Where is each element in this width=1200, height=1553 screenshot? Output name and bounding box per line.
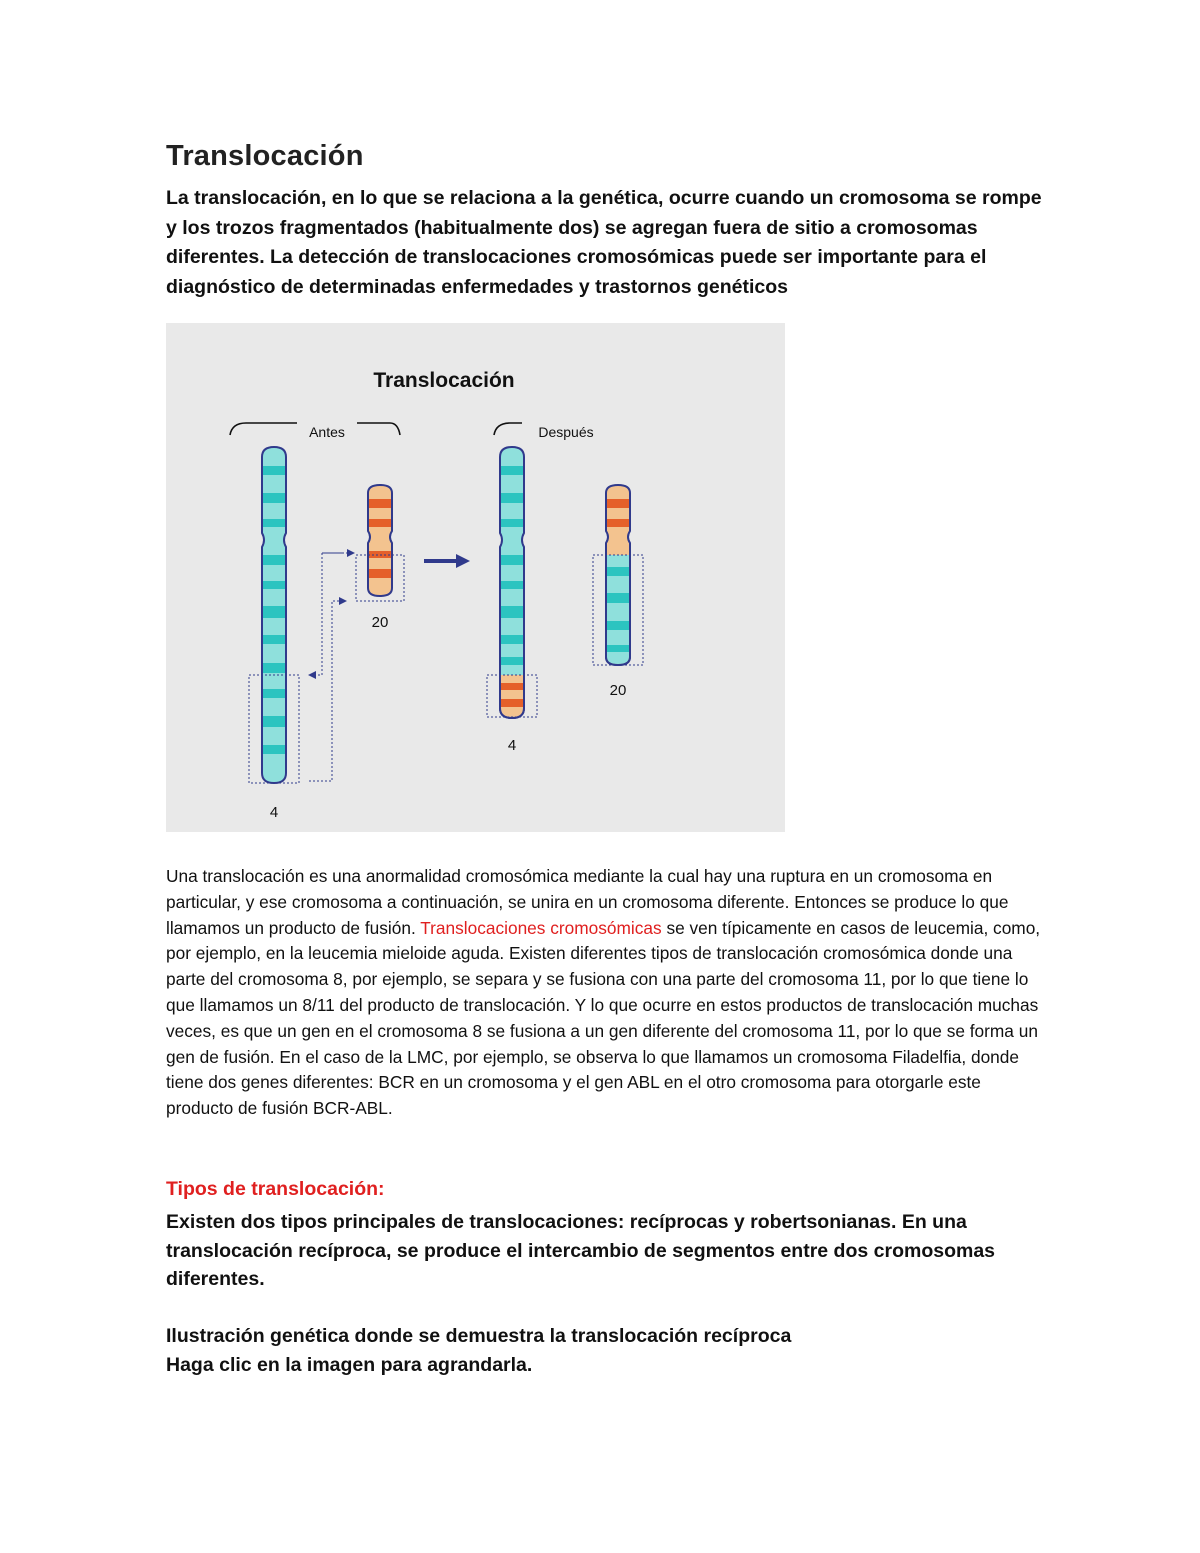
section-paragraph: Existen dos tipos principales de translocaciones: recíprocas y robertsonianas. En una translocación recíproca, se produce el intercambio de segmentos entre dos cromosomas diferentes. [166,1211,996,1290]
label-after: Después [538,424,594,440]
intro-paragraph: La translocación, en lo que se relaciona a la genética, ocurre cuando un cromosoma se rompe y los trozos fragmentados (habitualmente dos) se agregan fuera de sitio a cromosomas diferentes. La detección de translocaciones cromosómicas puede ser importante para el diagnóstico de determinadas enfermedades y trastornos genéticos [166,187,1042,298]
label-chromosome-20-after: 20 [609,682,627,699]
translocation-figure[interactable] [166,323,785,832]
label-chromosome-20-before: 20 [371,614,389,631]
figure-caption [166,1322,1046,1380]
label-chromosome-4-before: 4 [269,804,279,821]
figure-title: Translocación [373,369,515,392]
label-chromosome-4-after: 4 [507,737,517,754]
translocation-diagram [166,323,785,832]
label-before: Antes [309,424,345,440]
caption-line-2: Haga clic en la imagen para agrandarla. [166,1354,533,1376]
page-title: Translocación [166,140,364,172]
body-text-part1: Una translocación es una anormalidad cromosómica mediante la cual hay una ruptura en un cromosoma en particular, y ese cromosoma a continuación, se unira en un cromosoma diferente. Entonces se produce lo que llamamos un producto de fusión. [166,866,1009,938]
section-heading: Tipos de translocación: [166,1178,385,1200]
translocaciones-link[interactable]: Translocaciones cromosómicas [420,917,662,938]
figure-background [166,323,785,832]
body-text-part2: se ven típicamente en casos de leucemia, como, por ejemplo, en la leucemia mieloide aguda. Existen diferentes tipos de translocación cromosómica donde una parte del cromosoma 8, por ejemplo, se separa y se fusiona con una parte del cromosoma 11, por lo que tiene lo que llamamos un 8/11 del producto de translocación. Y lo que ocurre en estos productos de translocación muchas veces, es que un gen en el cromosoma 8 se fusiona a un gen diferente del cromosoma 11, por lo que se forma un gen de fusión. En el caso de la LMC, por ejemplo, se observa lo que llamamos un cromosoma Filadelfia, donde tiene dos genes diferentes: BCR en un cromosoma y el gen ABL en el otro cromosoma para otorgarle este producto de fusión BCR-ABL. [166,917,1041,1119]
caption-line-1: Ilustración genética donde se demuestra la translocación recíproca [166,1325,792,1347]
body-paragraph [166,864,1046,1122]
